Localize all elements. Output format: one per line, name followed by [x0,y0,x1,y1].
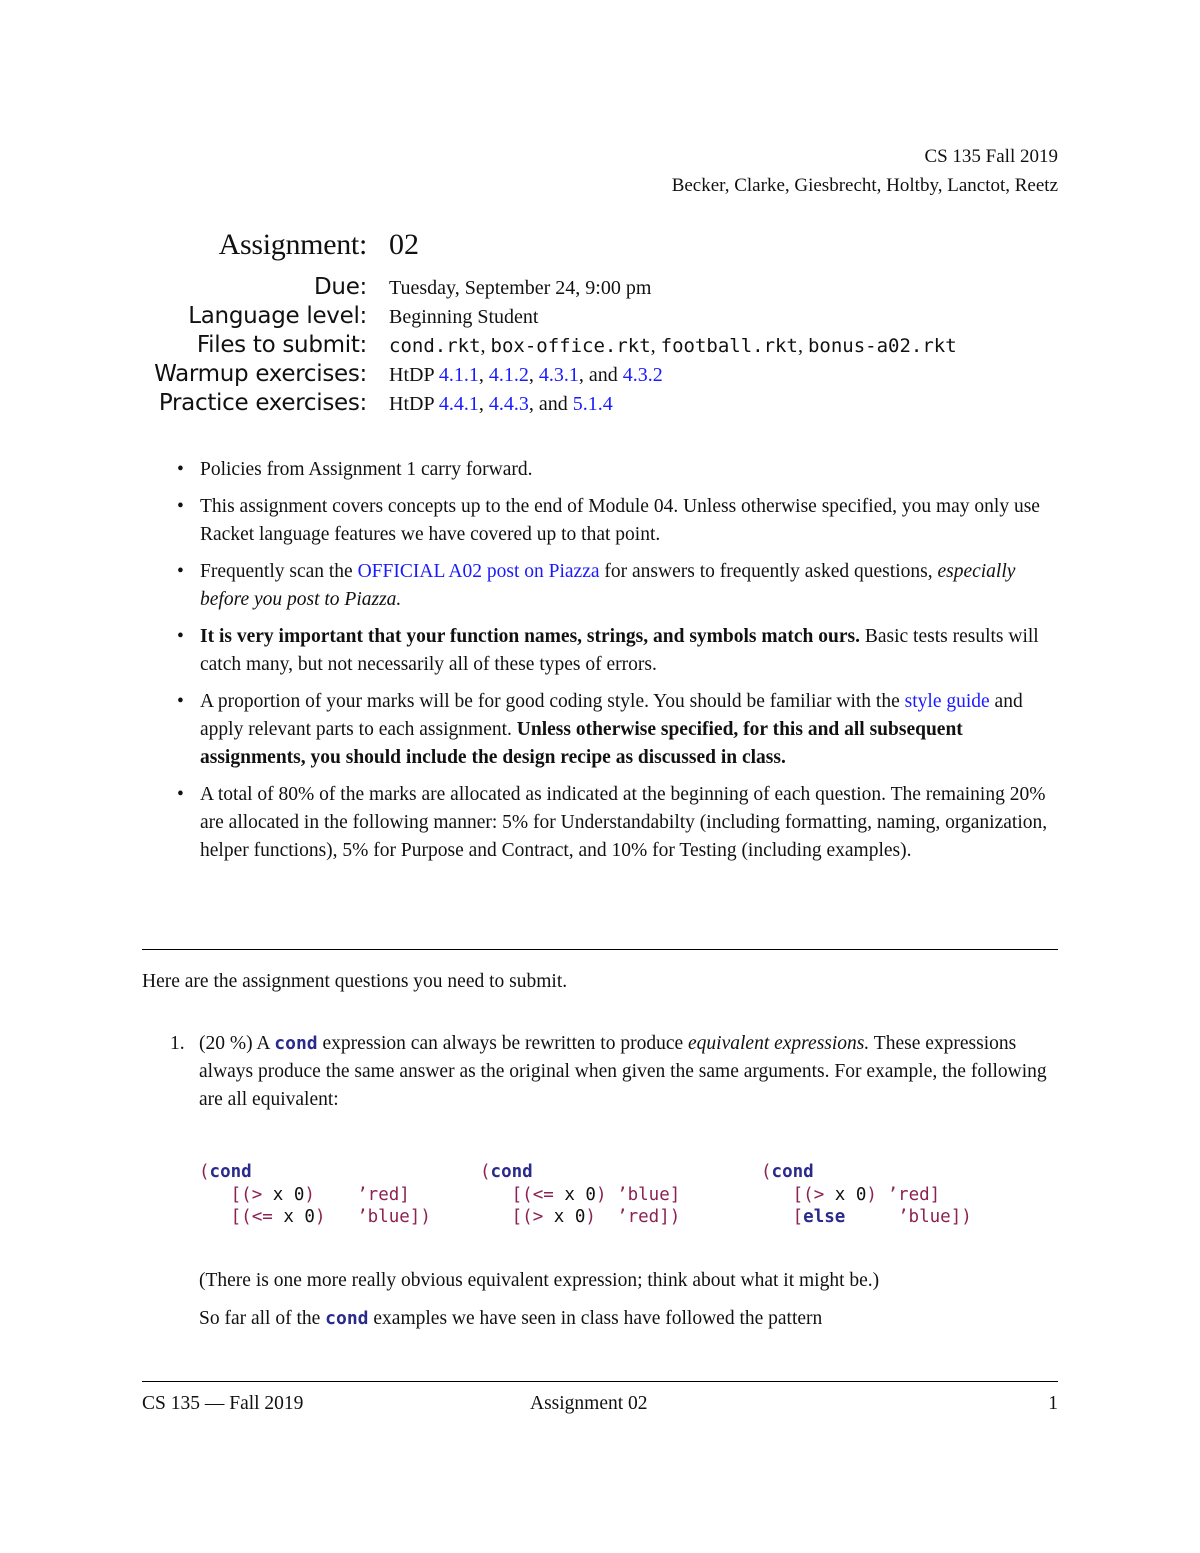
authors-header: Becker, Clarke, Giesbrecht, Holtby, Lanctot, Reetz [671,175,1058,196]
practice-label: Practice exercises: [158,390,367,416]
warmup-label: Warmup exercises: [154,361,367,387]
and-word: and [538,393,568,415]
footer-assignment: Assignment 02 [530,1393,648,1414]
question-text-part: examples we have seen in class have followed the pattern [373,1308,823,1329]
files-row [150,332,957,361]
footer-divider [142,1381,1058,1382]
question-text [199,1030,1060,1114]
code-keyword: else [803,1207,846,1227]
files-list: cond.rkt, box-office.rkt, football.rkt, bonus-a02.rkt [389,335,957,357]
list-item [175,781,1060,865]
practice-list: HtDP 4.4.1, 4.4.3, and 5.1.4 [389,393,613,415]
bullet-text: A total of 80% of the marks are allocated as indicated at the beginning of each question. The remaining 20% are allocated in the following manner: 5% for Understandabilty (including formatting, naming, organization, helper functions), 5% for Purpose and Contract, and 10% for Testing (including examples). [200,784,1048,861]
code-op: <= [251,1207,273,1227]
code-var: x [564,1184,575,1205]
code-keyword: cond [209,1162,252,1182]
code-symbol: ’blue [617,1184,670,1205]
language-row [150,303,957,332]
language-label: Language level: [188,303,367,329]
bullet-text: A proportion of your marks will be for good coding style. You should be familiar with the [200,691,900,712]
style-guide-link[interactable]: style guide [904,691,990,712]
question-text-part: These expressions always produce the same answer as the original when given the same arguments. For example, the following are all equivalent: [199,1033,1047,1110]
cond-keyword: cond [325,1308,369,1329]
question-1 [142,1030,1060,1114]
code-var: x [834,1184,846,1205]
code-var: x [272,1184,284,1205]
exercise-link[interactable]: 4.1.2 [488,364,529,386]
code-example-1: (cond [(> x 0) ’red] [(<= x 0) ’blue]) [199,1162,431,1227]
code-symbol: ’red [617,1207,660,1227]
course-header: CS 135 Fall 2019 [924,146,1058,167]
code-example-2: (cond [(<= x 0) ’blue] [(> x 0) ’red]) [480,1162,681,1227]
file-name: football.rkt [660,335,798,357]
file-name: box-office.rkt [490,335,651,357]
bullet-emphasis: especially before you post to Piazza. [200,561,1016,610]
language-value: Beginning Student [389,306,539,328]
bullet-text: and apply relevant parts to each assignment. [200,691,1023,740]
warmup-row [150,361,957,390]
code-var: x [283,1207,294,1227]
code-num: 0 [855,1184,867,1205]
question-pattern-text [199,1308,822,1330]
question-text-part: So far all of the [199,1308,321,1329]
bullet-text: Frequently scan the [200,561,353,582]
section-divider [142,949,1058,950]
due-label: Due: [314,274,367,300]
code-num: 0 [304,1207,315,1227]
exercise-link[interactable]: 5.1.4 [572,393,613,415]
assignment-label: Assignment: [218,228,367,261]
bullet-text: Basic tests results will catch many, but not necessarily all of these types of errors. [200,626,1039,675]
code-symbol: ’blue [357,1207,410,1227]
exercise-link[interactable]: 4.4.1 [438,393,479,415]
code-op: > [532,1207,544,1227]
file-name: cond.rkt [389,335,481,357]
list-item [175,456,1060,484]
code-var: x [553,1207,565,1227]
bullet-text: for answers to frequently asked questions, [604,561,933,582]
policy-list [175,456,1060,874]
list-item [175,558,1060,614]
list-item [175,623,1060,679]
assignment-metadata [150,228,957,419]
code-symbol: ’blue [898,1207,951,1227]
code-keyword: cond [490,1162,533,1182]
code-example-3: (cond [(> x 0) ’red] [else ’blue]) [761,1162,972,1227]
footer-course: CS 135 — Fall 2019 [142,1393,304,1414]
code-num: 0 [574,1207,586,1227]
exercise-link[interactable]: 4.3.1 [538,364,579,386]
bullet-text: Policies from Assignment 1 carry forward. [200,459,533,480]
assignment-value: 02 [389,228,419,261]
piazza-link[interactable]: OFFICIAL A02 post on Piazza [357,561,600,582]
and-word: and [588,364,618,386]
code-num: 0 [293,1184,305,1205]
warmup-list: HtDP 4.1.1, 4.1.2, 4.3.1, and 4.3.2 [389,364,663,386]
list-item [175,688,1060,772]
code-op: > [813,1184,825,1205]
questions-intro: Here are the assignment questions you need to submit. [142,971,568,992]
files-label: Files to submit: [196,332,367,358]
code-symbol: ’red [887,1184,930,1205]
bullet-bold: Unless otherwise specified, for this and all subsequent assignments, you should include the design recipe as discussed in class. [200,719,963,768]
code-symbol: ’red [357,1184,400,1205]
bullet-bold: It is very important that your function names, strings, and symbols match ours. [200,626,860,647]
warmup-prefix: HtDP [389,364,434,386]
list-item [175,493,1060,549]
code-keyword: cond [771,1162,814,1182]
code-op: > [251,1184,263,1205]
question-weight: (20 %) A [199,1033,270,1054]
code-op: <= [532,1184,554,1205]
bullet-text: This assignment covers concepts up to the end of Module 04. Unless otherwise specified, you may only use Racket language features we have covered up to that point. [200,496,1040,545]
exercise-link[interactable]: 4.3.2 [622,364,663,386]
practice-row [150,390,957,419]
question-emphasis: equivalent expressions. [688,1033,870,1054]
due-row [150,274,957,303]
due-value: Tuesday, September 24, 9:00 pm [389,277,652,299]
exercise-link[interactable]: 4.4.3 [488,393,529,415]
question-number: 1. [170,1033,185,1054]
practice-prefix: HtDP [389,393,434,415]
code-num: 0 [585,1184,596,1205]
assignment-row [150,228,957,274]
page-number: 1 [1048,1393,1058,1414]
cond-keyword: cond [274,1033,318,1054]
question-note: (There is one more really obvious equivalent expression; think about what it might be.) [199,1270,880,1291]
question-text-part: expression can always be rewritten to produce [322,1033,684,1054]
file-name: bonus-a02.rkt [807,335,957,357]
exercise-link[interactable]: 4.1.1 [438,364,479,386]
